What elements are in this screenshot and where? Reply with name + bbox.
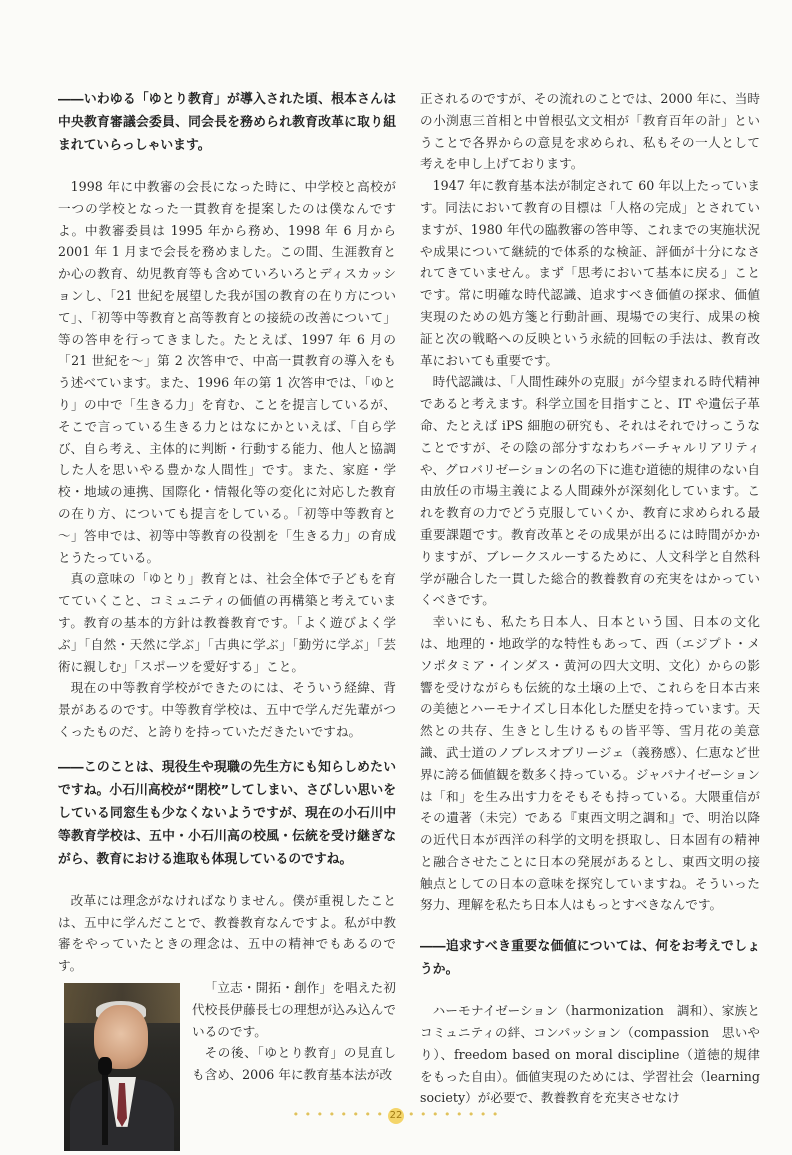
right-column	[420, 88, 760, 1109]
interview-question: ――いわゆる「ゆとり教育」が導入された頃、根本さんは中央教育審議会委員、同会長を務められ教育改革に取り組まれていらっしゃいます。	[58, 92, 396, 153]
answer-paragraph: 改革には理念がなければなりません。僕が重視したことは、五中に学んだことで、教養教育なんですよ。私が中教審をやっていたときの理念は、五中の精神でもあるのです。	[58, 892, 396, 974]
interview-question: ――このことは、現役生や現職の先生方にも知らしめたいですね。小石川高校が“閉校”してしまい、さびしい思いをしている同窓生も少なくないようですが、現在の小石川中等教育学校は、五中・小石川高の校風・伝統を受け継ぎながら、教育における進取も体現しているのですね。	[58, 759, 396, 867]
answer-paragraph: 幸いにも、私たち日本人、日本という国、日本の文化は、地理的・地政学的な特性もあって、西（エジプト・メソポタミア・インダス・黄河の四大文明、文化）からの影響を受けながらも伝統的な土壌の上で、これらを日本古来の美徳とハーモナイズし日本化した歴史を持っています。天然との共存、生きとし生けるもの皆平等、雪月花の美意識、武士道のノブレスオブリージェ（義務感）、仁恵など世界に誇る価値観を数多く持っている。ジャパナイゼーションは「和」を生み出す力をそもそも持っている。大隈重信がその遺著（未完）である『東西文明之調和』で、明治以降の近代日本が西洋の科学的文明を摂取し、日本固有の精神と融合させたことに日本の発展があるとし、東西文明の接触点としての日本の意味を探究していますね。そういった努力、理解を私たち日本人はもっとすべきなんです。	[420, 614, 760, 913]
page-number: • • • • • • • • 22 • • • • • • • •	[0, 1108, 792, 1124]
photo-block	[58, 977, 396, 1155]
left-column	[58, 88, 396, 1155]
answer-paragraph: 1947 年に教育基本法が制定されて 60 年以上たっています。同法において教育の目標は「人格の完成」とされていますが、1980 年代の臨教審の答申等、これまでの実施状況や成果について継続的で体系的な検証、評価が十分になされてきていません。まず「思考において基本に戻る」ことです。常に明確な時代認識、追求すべき価値の探求、価値実現のための処方箋と行動計画、現場での実行、成果の検証と次の戦略への反映という永続的回転の手法は、教育改革においても重要です。	[420, 178, 760, 368]
answer-paragraph: 正されるのですが、その流れのことでは、2000 年に、当時の小渕恵三首相と中曽根弘文文相が「教育百年の計」ということで各界からの意見を求められ、私もその一人として考えを申し上げております。	[420, 91, 760, 172]
answer-paragraph: ハーモナイゼーション（harmonization 調和）、家族とコミュニティの絆、コンパッション（compassion 思いやり）、freedom based on moral discipline（道徳的規律をもった自由）。価値実現のためには、学習社会（learning society）が必要で、教養教育を充実させなけ	[420, 1003, 760, 1106]
answer-paragraph: 1998 年に中教審の会長になった時に、中学校と高校が一つの学校となった一貫教育を提案したのは僕なんですよ。中教審委員は 1995 年から務め、1998 年 6 月から 2001 年 1 月まで会長を務めました。この間、生涯教育とか心の教育、幼児教育等も含めていろいろとディスカッションし、「21 世紀を展望した我が国の教育の在り方について」、「初等中等教育と高等教育との接続の改善について」等の答申を行ってきました。たとえば、1997 年 6 月の「21 世紀を～」第 2 次答申で、中高一貫教育の導入をもう述べています。また、1996 年の第 1 次答申では、「ゆとり」の中で「生きる力」を育む、ことを提言しているが、そこで言っている生きる力とはなにかといえば、「自ら学び、自ら考え、主体的に判断・行動する能力、他人と協調した人を思いやる豊かな人間性」です。また、家庭・学校・地域の連携、国際化・情報化等の変化に対応した教育の在り方、についても提言をしている。「初等中等教育と～」答申では、初等中等教育の役割を「生きる力」の育成とうたっている。	[58, 179, 396, 565]
portrait-photo	[64, 983, 180, 1151]
answer-paragraph: 現在の中等教育学校ができたのには、そういう経緯、背景があるのです。中等教育学校は、五中で学んだ先輩がつくったものだ、と誇りを持っていただきたいですね。	[58, 680, 396, 739]
answer-paragraph: 時代認識は、「人間性疎外の克服」が今望まれる時代精神であると考えます。科学立国を目指すこと、IT や遺伝子革命、たとえば iPS 細胞の研究も、それはそれでけっこうなことですが、その陰の部分すなわちバーチャルリアリティや、グロバリゼーションの名の下に進む道徳的規律のない自由放任の市場主義による人間疎外が深刻化しています。これを教育の力でどう克服していくか、教育に求められる最重要課題です。教育改革とその成果が出るには時間がかかりますが、ブレークスルーするために、人文科学と自然科学が融合した一貫した総合的教養教育の充実をはかっていくべきです。	[420, 374, 760, 608]
answer-paragraph: その後、「ゆとり教育」の見直しも含め、2006 年に教育基本法が改	[192, 1045, 396, 1083]
answer-paragraph: 「立志・開拓・創作」を唱えた初代校長伊藤長七の理想が込み込んでいるのです。	[192, 979, 396, 1039]
answer-paragraph: 真の意味の「ゆとり」教育とは、社会全体で子どもを育てていくこと、コミュニティの価値の再構築と考えています。教育の基本的方針は教養教育です。「よく遊びよく学ぶ」「自然・天然に学ぶ」「古典に学ぶ」「勤労に学ぶ」「芸術に親しむ」「スポーツを愛好する」こと。	[58, 571, 396, 674]
page-number-badge: 22	[388, 1108, 404, 1124]
interview-question: ――追求すべき重要な価値については、何をお考えでしょうか。	[420, 939, 760, 978]
